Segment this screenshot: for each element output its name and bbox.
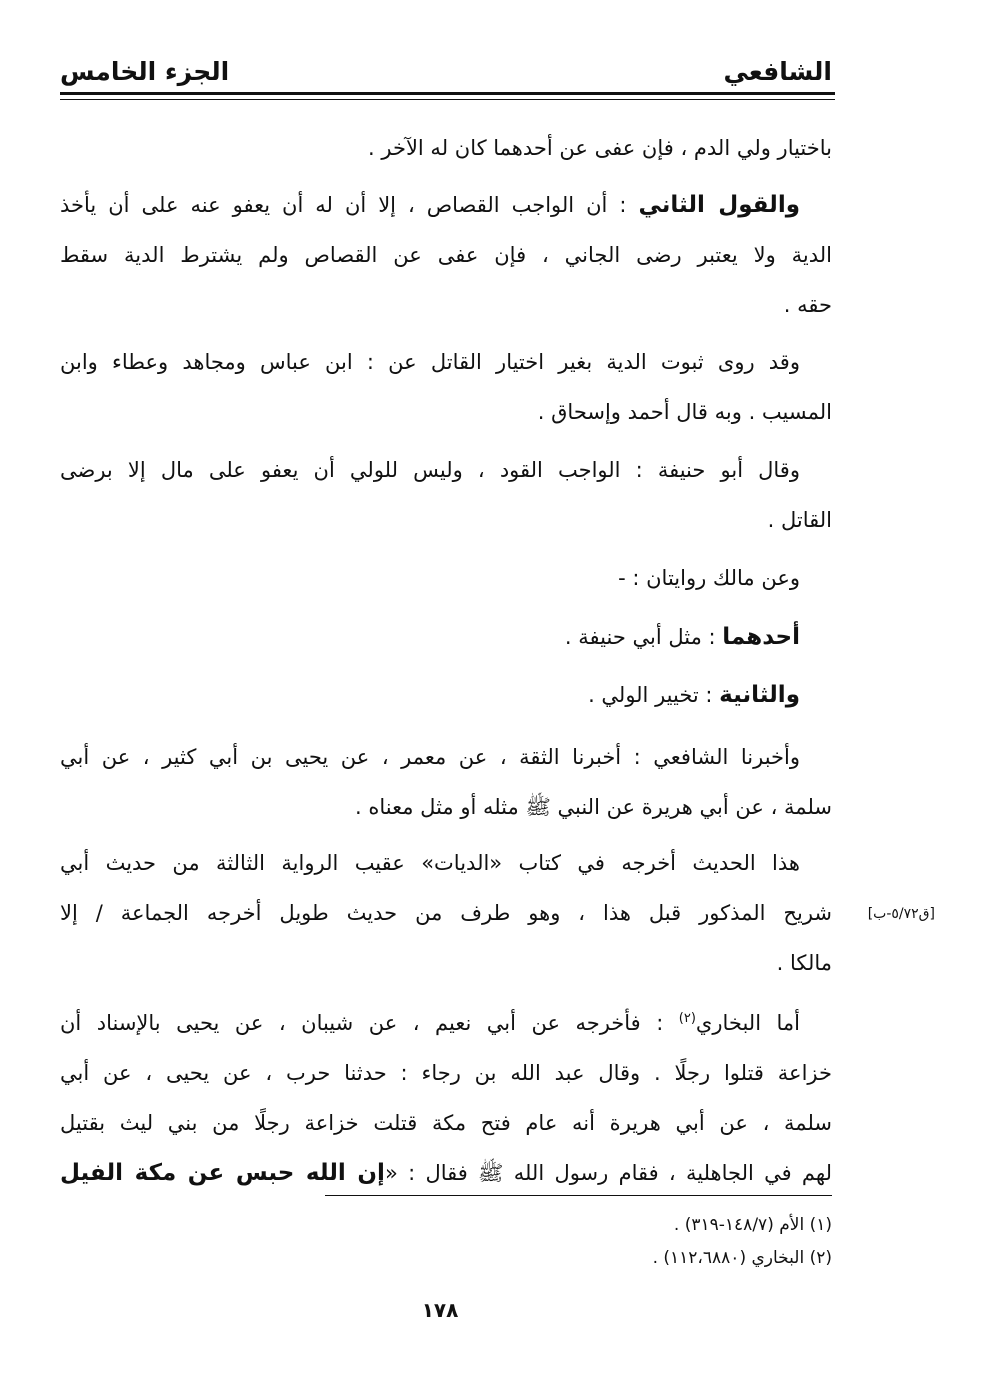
- body-line-19: [60, 1102, 832, 1144]
- footnote-marker: (٢): [678, 1011, 696, 1026]
- body-line-4: [60, 284, 832, 326]
- line-text: سلمة ، عن أبي هريرة أنه عام فتح مكة قتلت خزاعة رجلًا من بني ليث بقتيل: [60, 1111, 832, 1135]
- body-line-6: [60, 391, 832, 433]
- footnote-2: (٢) البخاري (١١٢،٦٨٨٠) .: [652, 1248, 832, 1268]
- body-line-8: [60, 499, 832, 541]
- line-text: شريح المذكور قبل هذا ، وهو طرف من حديث طويل أخرجه الجماعة / إلا: [60, 901, 832, 925]
- body-line-5: [60, 341, 832, 383]
- body-line-3: [60, 234, 832, 276]
- line-text: سلمة ، عن أبي هريرة عن النبي ﷺ مثله أو مثل معناه .: [355, 795, 832, 819]
- line-text: القاتل .: [767, 508, 832, 532]
- body-line-13: [60, 786, 832, 828]
- line-text: لهم في الجاهلية ، فقام رسول الله ﷺ فقال : «: [384, 1161, 832, 1185]
- line-text: وعن مالك روايتان : -: [618, 566, 800, 590]
- body-line-15: [60, 892, 832, 934]
- manuscript-folio-note: [ق٥/٧٢-ب]: [867, 906, 935, 922]
- running-header-book-title: الشافعي: [723, 57, 832, 86]
- body-line-9: [60, 557, 832, 599]
- body-line-10: [60, 616, 832, 658]
- body-line-2: [60, 184, 832, 226]
- line-text: أما البخاري: [695, 1011, 800, 1035]
- footnote-1: (١) الأم (١٤٨/٧-٣١٩) .: [673, 1215, 832, 1235]
- body-line-18: [60, 1052, 832, 1094]
- line-text: : أن الواجب القصاص ، إلا أن له أن يعفو عنه على أن يأخذ: [60, 193, 639, 217]
- body-line-12: [60, 736, 832, 778]
- line-text: خزاعة قتلوا رجلًا . وقال عبد الله بن رجاء : حدثنا حرب ، عن يحيى ، عن أبي: [60, 1061, 832, 1085]
- line-text: : مثل أبي حنيفة .: [564, 625, 723, 649]
- line-text: حقه .: [783, 293, 832, 317]
- line-text: : فأخرجه عن أبي نعيم ، عن شيبان ، عن يحيى بالإسناد أن: [60, 1011, 679, 1035]
- page-number: ١٧٨: [421, 1298, 459, 1322]
- line-text: مالكا .: [776, 951, 832, 975]
- footnote-rule: [325, 1195, 832, 1196]
- line-text: هذا الحديث أخرجه في كتاب «الديات» عقيب الرواية الثالثة من حديث أبي: [60, 851, 800, 875]
- header-rule-thick: [60, 92, 835, 95]
- bold-term: أحدهما: [722, 624, 800, 650]
- line-text: وقال أبو حنيفة : الواجب القود ، وليس للولي أن يعفو على مال إلا برضى: [60, 458, 800, 482]
- line-text: باختيار ولي الدم ، فإن عفى عن أحدهما كان له الآخر .: [368, 136, 832, 160]
- body-line-11: [60, 674, 832, 716]
- bold-term: والثانية: [719, 682, 800, 708]
- body-line-20: [60, 1152, 832, 1194]
- body-line-7: [60, 449, 832, 491]
- line-text: وقد روى ثبوت الدية بغير اختيار القاتل عن : ابن عباس ومجاهد وعطاء وابن: [60, 350, 800, 374]
- body-line-17: [60, 1002, 832, 1044]
- bold-quote: إن الله حبس عن مكة الفيل: [60, 1160, 385, 1186]
- running-header-volume: الجزء الخامس: [60, 57, 230, 86]
- line-text: المسيب . وبه قال أحمد وإسحاق .: [537, 400, 832, 424]
- header-rule-thin: [60, 99, 835, 100]
- line-text: الدية ولا يعتبر رضى الجاني ، فإن عفى عن القصاص ولم يشترط الدية سقط: [60, 243, 832, 267]
- body-line-1: [60, 127, 832, 169]
- body-line-16: [60, 942, 832, 984]
- body-line-14: [60, 842, 832, 884]
- line-text: : تخيير الولي .: [588, 683, 720, 707]
- bold-term: والقول الثاني: [638, 192, 800, 218]
- line-text: وأخبرنا الشافعي : أخبرنا الثقة ، عن معمر ، عن يحيى بن أبي كثير ، عن أبي: [60, 745, 800, 769]
